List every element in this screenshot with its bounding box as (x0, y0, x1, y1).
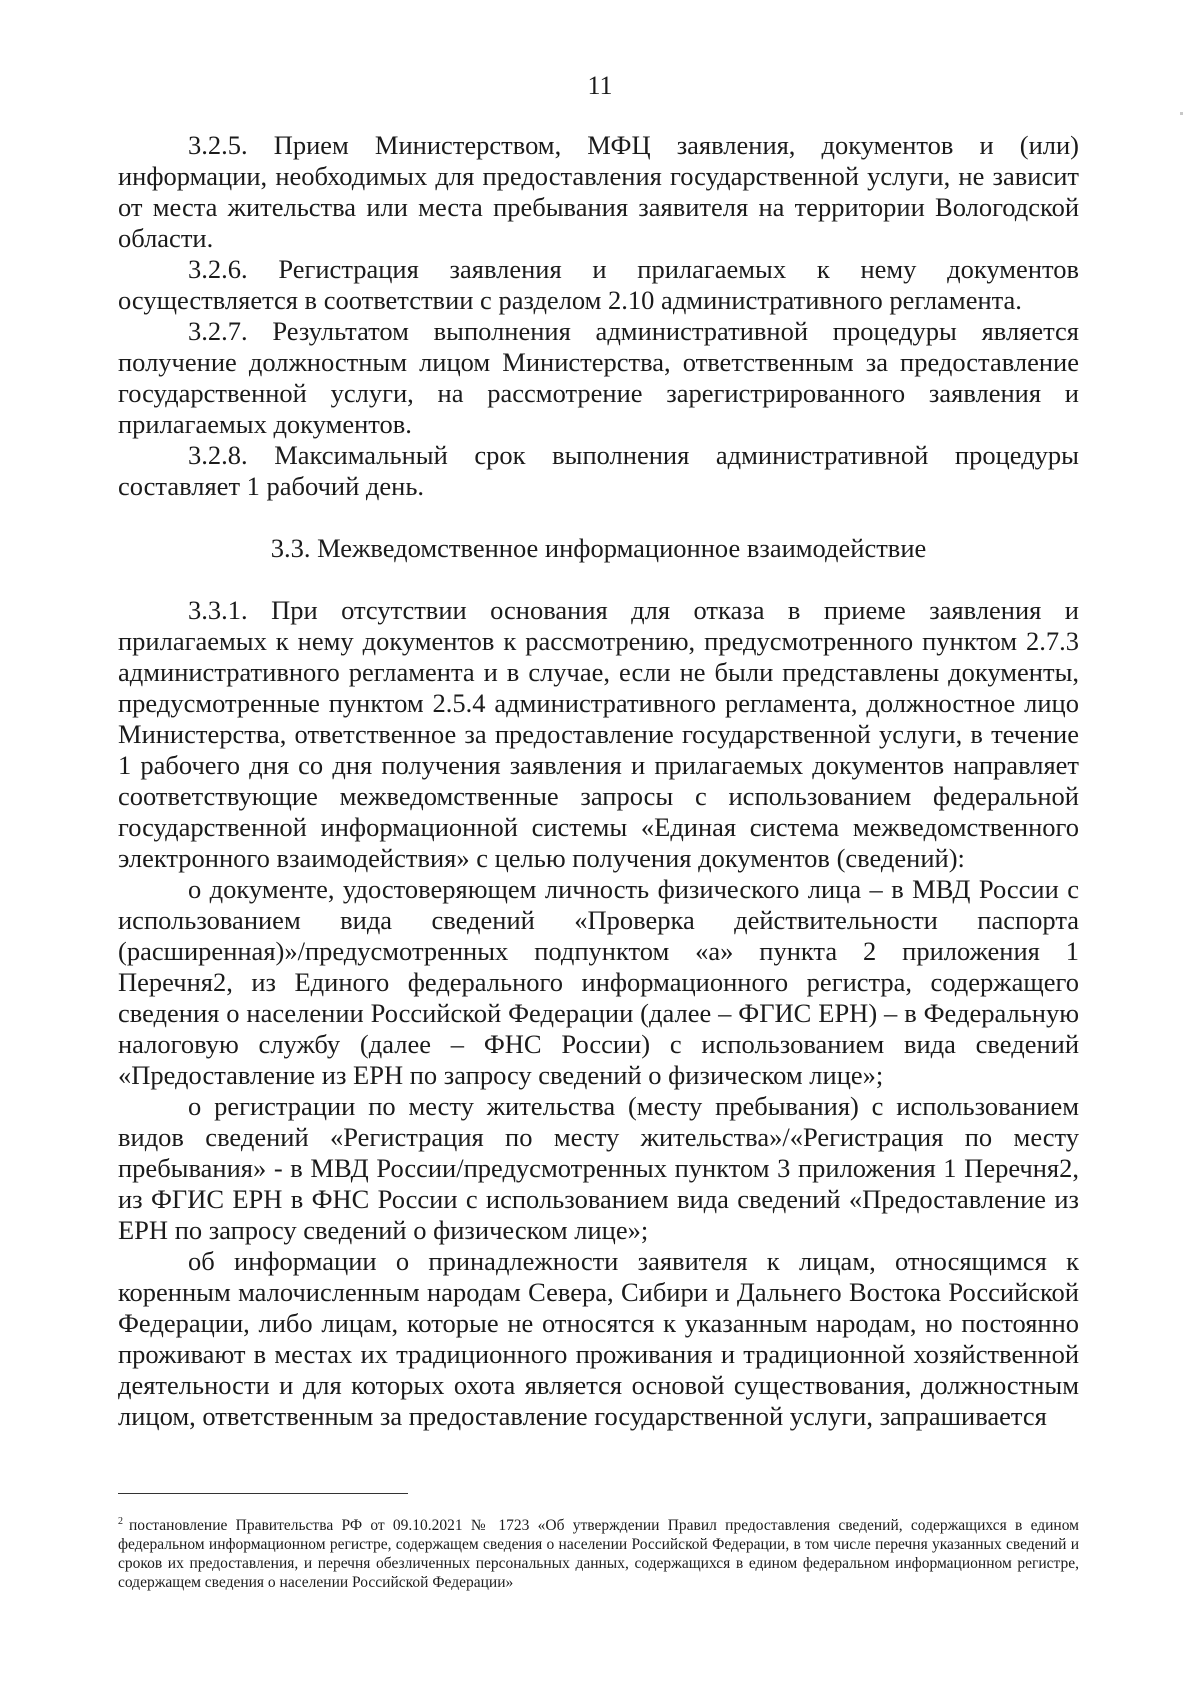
footnote-marker: 2 (118, 1516, 123, 1527)
paragraph-registration: о регистрации по месту жительства (месту пребывания) с использованием видов сведений «Регистрация по месту жительства»/«Регистрация по месту пребывания» - в МВД России/предусмотренных пунктом 3 приложения 1 Перечня2, из ФГИС ЕРН в ФНС России с использованием вида сведений «Предоставление из ЕРН по запросу сведений о физическом лице»; (118, 1091, 1079, 1245)
paragraph-3-2-6: 3.2.6. Регистрация заявления и прилагаемых к нему документов осуществляется в соответствии с разделом 2.10 административного регламента. (118, 254, 1079, 315)
paragraph-3-2-7: 3.2.7. Результатом выполнения административной процедуры является получение должностным лицом Министерства, ответственным за предоставление государственной услуги, на рассмотрение зарегистрированного заявления и прилагаемых документов. (118, 316, 1079, 439)
footnote-text: постановление Правительства РФ от 09.10.2021 № 1723 «Об утверждении Правил предоставления сведений, содержащихся в едином федеральном информационном регистре, содержащем сведения о населении Российской Федерации, в том числе перечня указанных сведений и сроков их предоставления, и перечня обезличенных персональных данных, содержащихся в едином федеральном информационном регистре, содержащем сведения о населении Российской Федерации» (118, 1517, 1079, 1591)
section-heading: 3.3. Межведомственное информационное взаимодействие (270, 533, 927, 563)
paragraph-3-3-1: 3.3.1. При отсутствии основания для отказа в приеме заявления и прилагаемых к нему документов к рассмотрению, предусмотренного пунктом 2.7.3 административного регламента и в случае, если не были представлены документы, предусмотренные пунктом 2.5.4 административного регламента, должностное лицо Министерства, ответственное за предоставление государственной услуги, в течение 1 рабочего дня со дня получения заявления и прилагаемых документов направляет соответствующие межведомственные запросы с использованием федеральной государственной информационной системы «Единая система межведомственного электронного взаимодействия» с целью получения документов (сведений): (118, 595, 1079, 873)
document-body (118, 130, 1079, 1432)
page-number: 11 (587, 71, 613, 100)
footnote-separator (118, 1493, 408, 1494)
paragraph-indigenous-peoples: об информации о принадлежности заявителя к лицам, относящимся к коренным малочисленным народам Севера, Сибири и Дальнего Востока Российской Федерации, либо лицам, которые не относятся к указанным народам, но постоянно проживают в местах их традиционного проживания и традиционной хозяйственной деятельности и для которых охота является основой существования, должностным лицом, ответственным за предоставление государственной услуги, запрашивается (118, 1246, 1079, 1431)
paragraph-3-2-8: 3.2.8. Максимальный срок выполнения административной процедуры составляет 1 рабочий день. (118, 440, 1079, 501)
paragraph-identity-document: о документе, удостоверяющем личность физического лица – в МВД России с использованием вида сведений «Проверка действительности паспорта (расширенная)»/предусмотренных подпунктом «а» пункта 2 приложения 1 Перечня2, из Единого федерального информационного регистра, содержащего сведения о населении Российской Федерации (далее – ФГИС ЕРН) – в Федеральную налоговую службу (далее – ФНС России) с использованием вида сведений «Предоставление из ЕРН по запросу сведений о физическом лице»; (118, 874, 1079, 1090)
footnote (118, 1512, 1079, 1592)
paragraph-3-2-5: 3.2.5. Прием Министерством, МФЦ заявления, документов и (или) информации, необходимых для предоставления государственной услуги, не зависит от места жительства или места пребывания заявителя на территории Вологодской области. (118, 130, 1079, 253)
scan-artifact (1180, 112, 1183, 115)
